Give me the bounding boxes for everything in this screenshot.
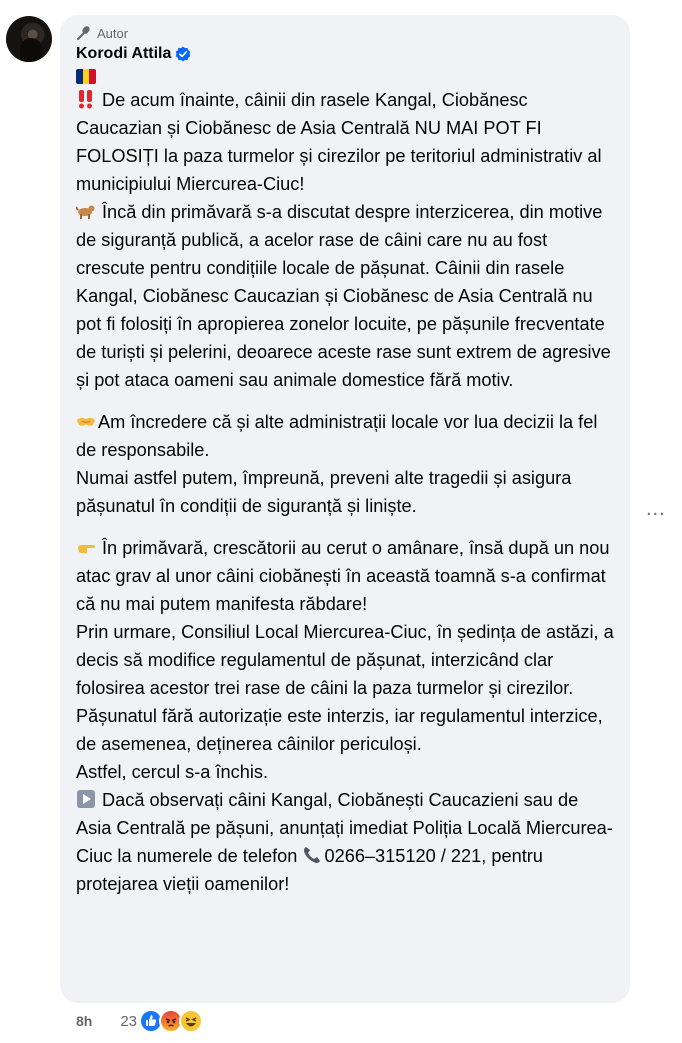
author-avatar[interactable]: [6, 16, 52, 62]
author-name[interactable]: Korodi Attila: [76, 45, 172, 62]
paragraph-4: Numai astfel putem, împreună, preveni alte tragedii și asigura pășunatul în condiții de siguranță și liniște.: [76, 468, 572, 516]
author-badge-label: Autor: [97, 25, 129, 41]
reaction-count[interactable]: 23: [120, 1012, 138, 1030]
comment-timestamp[interactable]: 8h: [76, 1013, 93, 1029]
haha-reaction-icon: [179, 1009, 203, 1033]
more-options-button[interactable]: ...: [646, 498, 666, 520]
comment-footer: [76, 1008, 203, 1034]
play-button-icon: [76, 789, 96, 809]
handshake-icon: [76, 411, 96, 431]
author-badge: [76, 24, 615, 42]
post-text: [76, 86, 615, 898]
paragraph-2: Încă din primăvară s-a discutat despre interzicerea, din motive de siguranță publică, a acelor rase de câini care nu au fost crescute pentru condițiile locale de pășunat. Câinii din rasele Kangal, Ciobănesc Caucazian și Ciobănesc de Asia Centrală nu pot fi folosiți în apropierea zonelor locuite, pe pășunile frecventate de turiști și pelerini, deoarece aceste rase sunt extrem de agresive și pot ataca oameni sau animale domestice fără motiv.: [76, 202, 611, 390]
microphone-icon: [76, 25, 92, 41]
paragraph-7: Pășunatul fără autorizație este interzis, iar regulamentul interzice, de asemenea, deținerea câinilor periculoși.: [76, 706, 603, 754]
paragraph-9: Dacă observați câini Kangal, Ciobănești Caucazieni sau de Asia Centrală pe pășuni, anunțați imediat Poliția Locală Miercurea-Ciuc la numerele de telefon 0266–315120 / 221, pentru protejarea vieții oamenilor!: [76, 790, 613, 894]
flag-red-stripe: [89, 69, 96, 84]
telephone-icon: [302, 845, 322, 865]
romania-flag-icon: [76, 69, 96, 84]
paragraph-6: Prin urmare, Consiliul Local Miercurea-Ciuc, în ședința de astăzi, a decis să modifice regulamentul de pășunat, interzicând clar folosirea acestor trei rase de câini la paza turmelor și cirezilor.: [76, 622, 614, 698]
dog-icon: [76, 201, 96, 221]
comment-bubble: [60, 15, 630, 1003]
pointing-hand-icon: [76, 537, 96, 557]
flag-blue-stripe: [76, 69, 83, 84]
double-exclamation-icon: [76, 89, 96, 109]
flag-yellow-stripe: [83, 69, 90, 84]
verified-badge-icon: [175, 46, 191, 62]
reaction-icons[interactable]: [139, 1009, 203, 1033]
paragraph-5: În primăvară, crescătorii au cerut o amânare, însă după un nou atac grav al unor câini ciobănești în această toamnă s-a confirmat că nu mai putem manifesta răbdare!: [76, 538, 610, 614]
paragraph-3: Am încredere că și alte administrații locale vor lua decizii la fel de responsabile.: [76, 412, 598, 460]
paragraph-8: Astfel, cercul s-a închis.: [76, 762, 269, 782]
paragraph-1: De acum înainte, câinii din rasele Kangal, Ciobănesc Caucazian și Ciobănesc de Asia Centrală NU MAI POT FI FOLOSIȚI la paza turmelor și cirezilor pe teritoriul administrativ al municipiului Miercurea-Ciuc!: [76, 90, 602, 194]
